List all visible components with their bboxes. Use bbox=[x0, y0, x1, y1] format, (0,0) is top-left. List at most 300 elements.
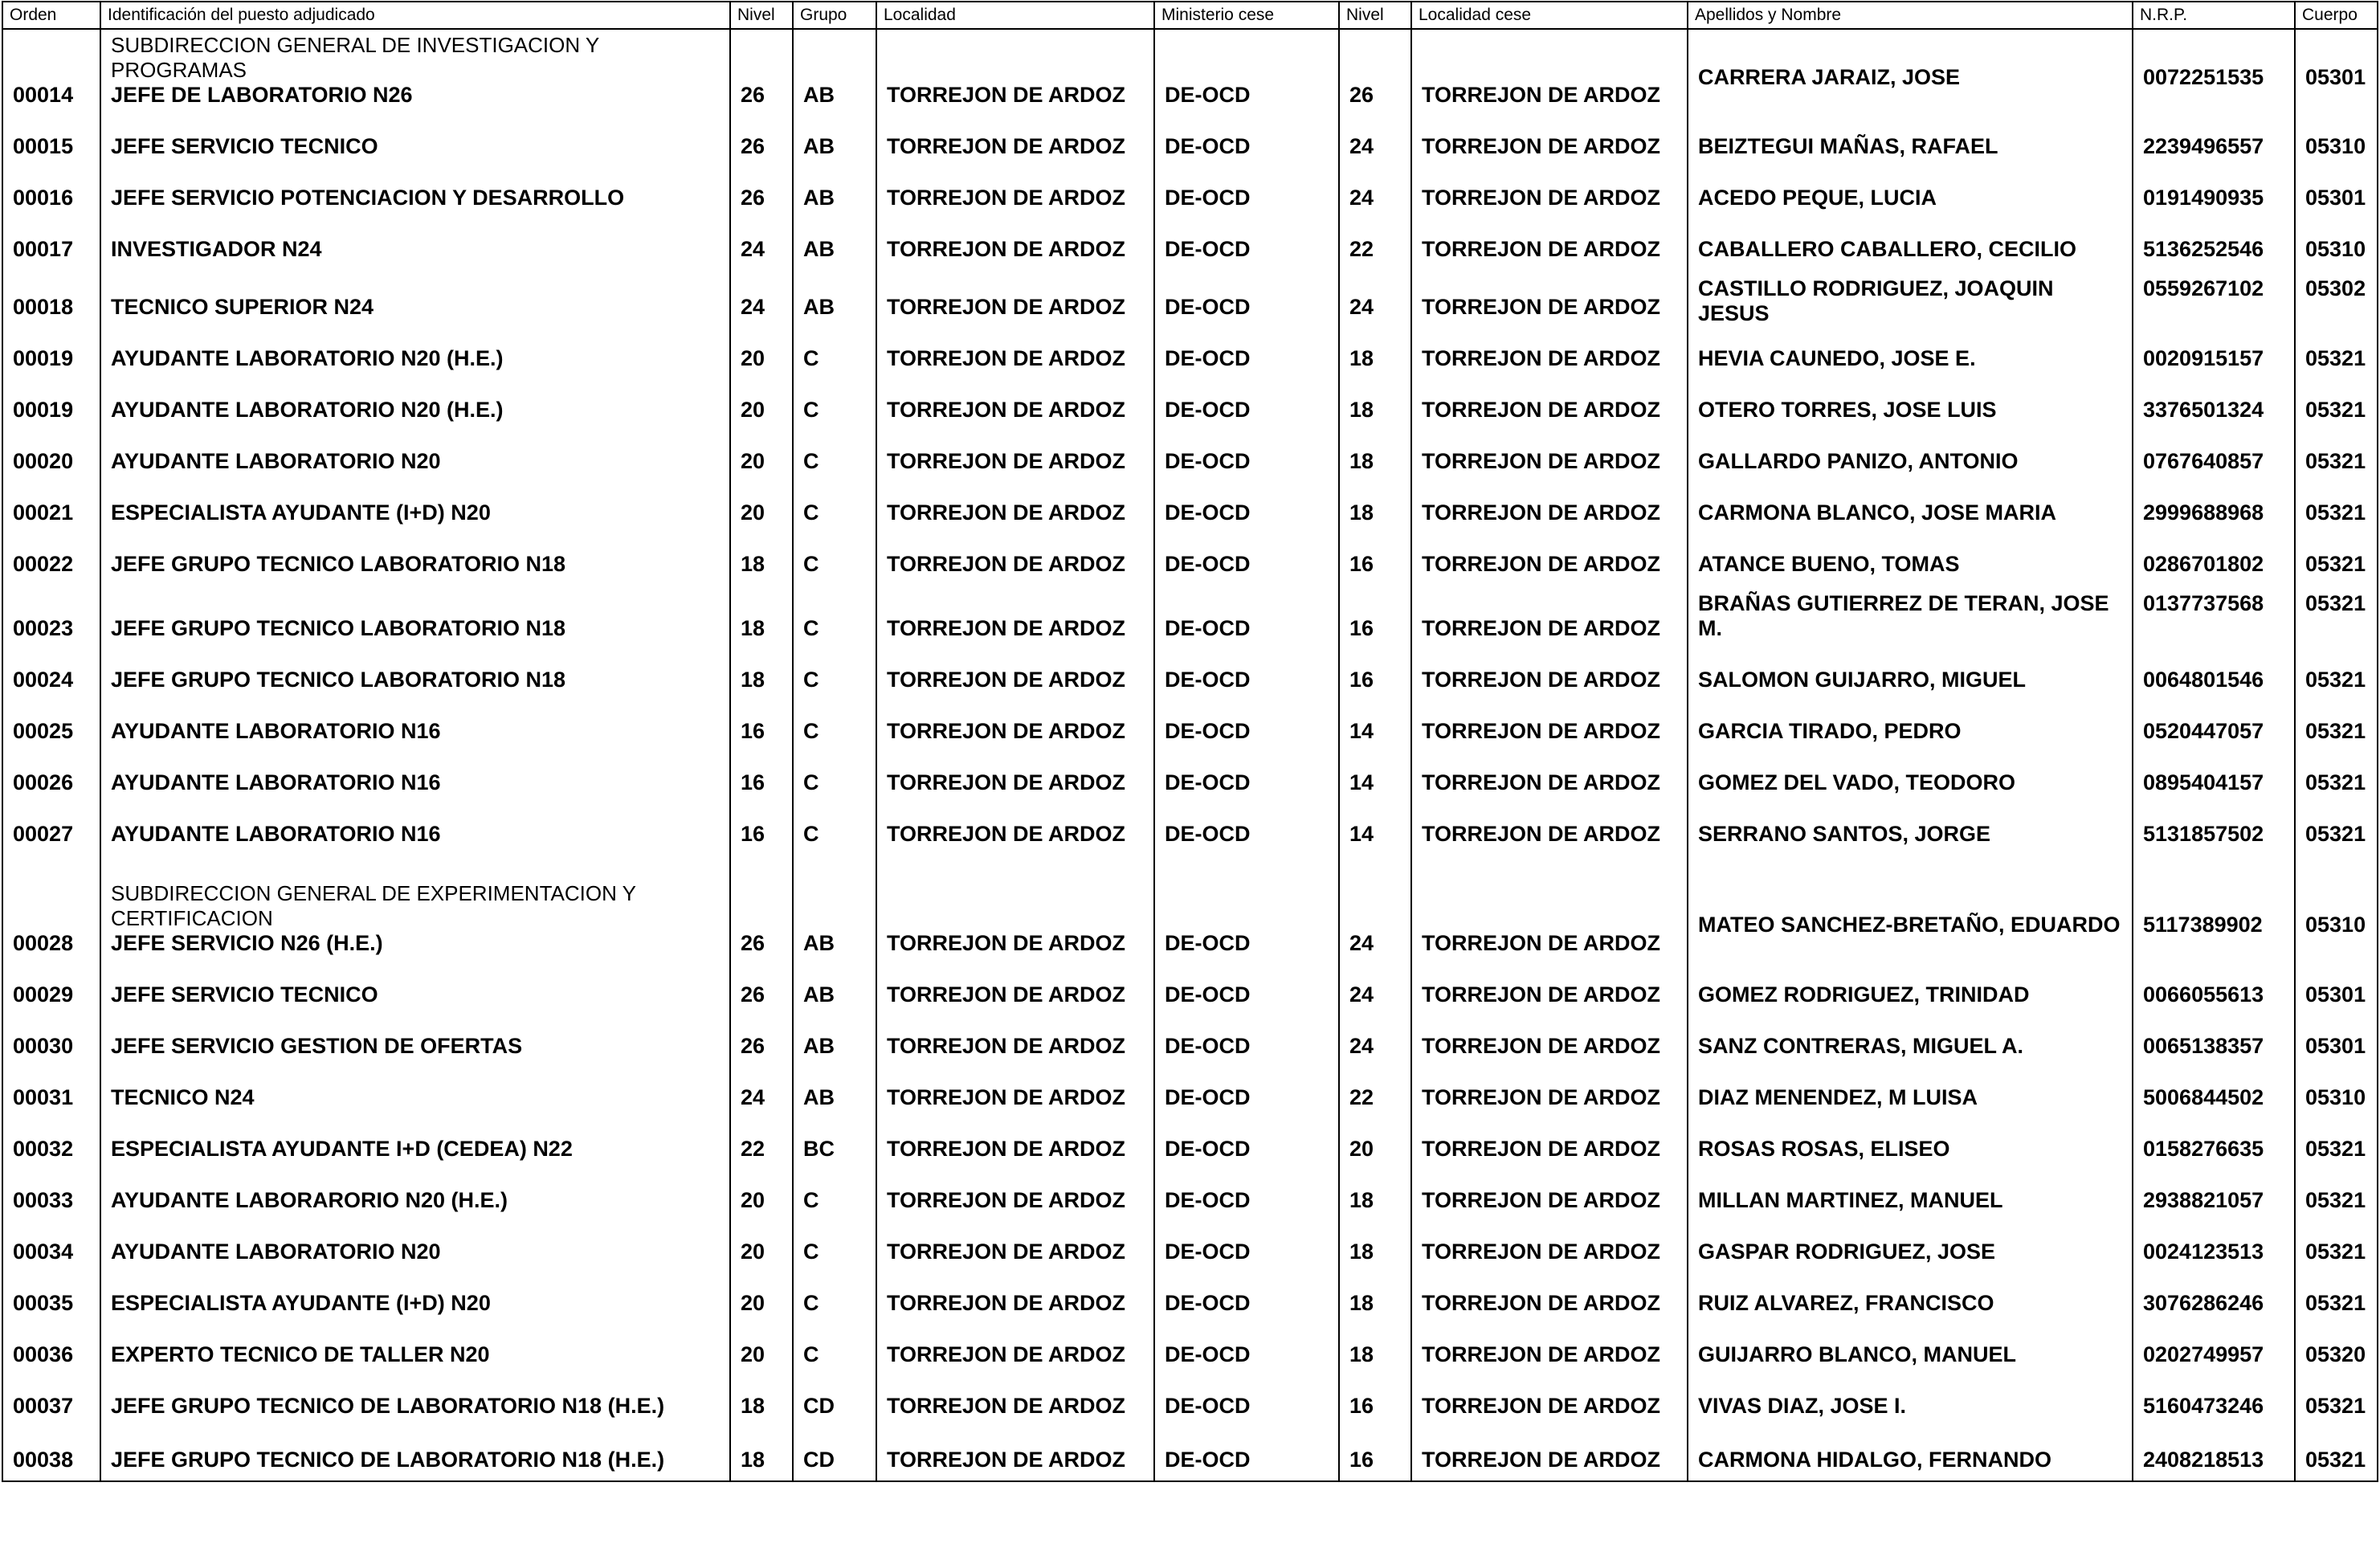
localidad-cese-cell: TORREJON DE ARDOZ bbox=[1411, 1170, 1688, 1221]
puesto-cell: AYUDANTE LABORATORIO N20 bbox=[100, 431, 730, 482]
document-sheet bbox=[2, 1, 2377, 1553]
nivel-cell: 18 bbox=[730, 585, 793, 649]
header-nrp: N.R.P. bbox=[2133, 2, 2295, 29]
cuerpo-cell: 05301 bbox=[2295, 964, 2378, 1015]
nombre-cell: CARRERA JARAIZ, JOSE bbox=[1688, 29, 2133, 116]
localidad-cese-cell: TORREJON DE ARDOZ bbox=[1411, 328, 1688, 379]
nivel-cese-cell: 22 bbox=[1339, 218, 1411, 270]
ministerio-cese-cell: DE-OCD bbox=[1154, 1375, 1339, 1427]
localidad-cese-cell: TORREJON DE ARDOZ bbox=[1411, 1118, 1688, 1170]
localidad-cell: TORREJON DE ARDOZ bbox=[876, 533, 1154, 585]
grupo-cell: AB bbox=[793, 270, 876, 328]
nrp-cell: 0137737568 bbox=[2133, 585, 2295, 649]
puesto-cell: AYUDANTE LABORATORIO N20 (H.E.) bbox=[100, 379, 730, 431]
orden-cell: 00038 bbox=[2, 1427, 100, 1481]
nivel-cell: 18 bbox=[730, 533, 793, 585]
header-nivel-cese: Nivel bbox=[1339, 2, 1411, 29]
localidad-cell: TORREJON DE ARDOZ bbox=[876, 218, 1154, 270]
table-row bbox=[2, 855, 2378, 964]
nrp-cell: 3376501324 bbox=[2133, 379, 2295, 431]
grupo-cell: C bbox=[793, 533, 876, 585]
header-localidad-cese: Localidad cese bbox=[1411, 2, 1688, 29]
puesto-cell: JEFE GRUPO TECNICO LABORATORIO N18 bbox=[100, 533, 730, 585]
nrp-cell: 0064801546 bbox=[2133, 649, 2295, 700]
nivel-cell: 20 bbox=[730, 1170, 793, 1221]
nombre-cell: BRAÑAS GUTIERREZ DE TERAN, JOSE M. bbox=[1688, 585, 2133, 649]
localidad-cell: TORREJON DE ARDOZ bbox=[876, 1427, 1154, 1481]
puesto-cell: JEFE GRUPO TECNICO LABORATORIO N18 bbox=[100, 649, 730, 700]
table-row bbox=[2, 1170, 2378, 1221]
cuerpo-cell: 05302 bbox=[2295, 270, 2378, 328]
nivel-cese-cell: 24 bbox=[1339, 116, 1411, 167]
nivel-cese-cell: 16 bbox=[1339, 1427, 1411, 1481]
section-heading: SUBDIRECCION GENERAL DE INVESTIGACION Y PROGRAMAS bbox=[111, 33, 599, 82]
orden-cell: 00031 bbox=[2, 1067, 100, 1118]
localidad-cell: TORREJON DE ARDOZ bbox=[876, 270, 1154, 328]
ministerio-cese-cell: DE-OCD bbox=[1154, 700, 1339, 752]
section-heading: SUBDIRECCION GENERAL DE EXPERIMENTACION Y CERTIFICACION bbox=[111, 881, 636, 930]
ministerio-cese-cell: DE-OCD bbox=[1154, 585, 1339, 649]
nrp-cell: 0158276635 bbox=[2133, 1118, 2295, 1170]
localidad-cese-cell: TORREJON DE ARDOZ bbox=[1411, 218, 1688, 270]
ministerio-cese-cell: DE-OCD bbox=[1154, 1118, 1339, 1170]
grupo-cell: C bbox=[793, 803, 876, 855]
nivel-cese-cell: 16 bbox=[1339, 649, 1411, 700]
nrp-cell: 2239496557 bbox=[2133, 116, 2295, 167]
nombre-cell: CABALLERO CABALLERO, CECILIO bbox=[1688, 218, 2133, 270]
cuerpo-cell: 05321 bbox=[2295, 585, 2378, 649]
cuerpo-cell: 05301 bbox=[2295, 1015, 2378, 1067]
puesto-cell: JEFE GRUPO TECNICO DE LABORATORIO N18 (H.E.) bbox=[100, 1375, 730, 1427]
nivel-cese-cell: 24 bbox=[1339, 855, 1411, 964]
nrp-cell: 0065138357 bbox=[2133, 1015, 2295, 1067]
localidad-cese-cell: TORREJON DE ARDOZ bbox=[1411, 752, 1688, 803]
grupo-cell: AB bbox=[793, 1067, 876, 1118]
nivel-cese-cell: 16 bbox=[1339, 533, 1411, 585]
nivel-cese-cell: 18 bbox=[1339, 482, 1411, 533]
orden-cell: 00014 bbox=[2, 29, 100, 116]
nivel-cell: 24 bbox=[730, 270, 793, 328]
orden-cell: 00017 bbox=[2, 218, 100, 270]
orden-cell: 00030 bbox=[2, 1015, 100, 1067]
ministerio-cese-cell: DE-OCD bbox=[1154, 1221, 1339, 1272]
puesto-cell: AYUDANTE LABORARORIO N20 (H.E.) bbox=[100, 1170, 730, 1221]
ministerio-cese-cell: DE-OCD bbox=[1154, 1272, 1339, 1324]
table-row bbox=[2, 328, 2378, 379]
adjudication-table bbox=[2, 1, 2378, 1482]
nombre-cell: HEVIA CAUNEDO, JOSE E. bbox=[1688, 328, 2133, 379]
table-row bbox=[2, 1118, 2378, 1170]
localidad-cell: TORREJON DE ARDOZ bbox=[876, 964, 1154, 1015]
nivel-cese-cell: 16 bbox=[1339, 585, 1411, 649]
localidad-cell: TORREJON DE ARDOZ bbox=[876, 700, 1154, 752]
ministerio-cese-cell: DE-OCD bbox=[1154, 328, 1339, 379]
nivel-cell: 26 bbox=[730, 167, 793, 218]
grupo-cell: AB bbox=[793, 167, 876, 218]
grupo-cell: C bbox=[793, 379, 876, 431]
cuerpo-cell: 05321 bbox=[2295, 752, 2378, 803]
cuerpo-cell: 05321 bbox=[2295, 1427, 2378, 1481]
localidad-cell: TORREJON DE ARDOZ bbox=[876, 1221, 1154, 1272]
localidad-cell: TORREJON DE ARDOZ bbox=[876, 116, 1154, 167]
cuerpo-cell: 05310 bbox=[2295, 218, 2378, 270]
table-row bbox=[2, 803, 2378, 855]
cuerpo-cell: 05321 bbox=[2295, 649, 2378, 700]
grupo-cell: AB bbox=[793, 1015, 876, 1067]
ministerio-cese-cell: DE-OCD bbox=[1154, 752, 1339, 803]
localidad-cell: TORREJON DE ARDOZ bbox=[876, 431, 1154, 482]
header-grupo: Grupo bbox=[793, 2, 876, 29]
nivel-cell: 24 bbox=[730, 1067, 793, 1118]
nivel-cese-cell: 14 bbox=[1339, 752, 1411, 803]
table-body bbox=[2, 29, 2378, 1481]
nivel-cell: 16 bbox=[730, 803, 793, 855]
table-row bbox=[2, 1427, 2378, 1481]
orden-cell: 00027 bbox=[2, 803, 100, 855]
nivel-cell: 20 bbox=[730, 431, 793, 482]
nombre-cell: BEIZTEGUI MAÑAS, RAFAEL bbox=[1688, 116, 2133, 167]
cuerpo-cell: 05310 bbox=[2295, 116, 2378, 167]
table-row bbox=[2, 964, 2378, 1015]
cuerpo-cell: 05301 bbox=[2295, 167, 2378, 218]
grupo-cell: AB bbox=[793, 218, 876, 270]
nrp-cell: 5117389902 bbox=[2133, 855, 2295, 964]
localidad-cell: TORREJON DE ARDOZ bbox=[876, 649, 1154, 700]
nivel-cell: 18 bbox=[730, 1427, 793, 1481]
ministerio-cese-cell: DE-OCD bbox=[1154, 270, 1339, 328]
orden-cell: 00021 bbox=[2, 482, 100, 533]
header-ministerio-cese: Ministerio cese bbox=[1154, 2, 1339, 29]
puesto-cell: JEFE SERVICIO GESTION DE OFERTAS bbox=[100, 1015, 730, 1067]
cuerpo-cell: 05321 bbox=[2295, 533, 2378, 585]
ministerio-cese-cell: DE-OCD bbox=[1154, 431, 1339, 482]
nrp-cell: 3076286246 bbox=[2133, 1272, 2295, 1324]
nivel-cese-cell: 18 bbox=[1339, 1272, 1411, 1324]
ministerio-cese-cell: DE-OCD bbox=[1154, 1067, 1339, 1118]
nrp-cell: 0020915157 bbox=[2133, 328, 2295, 379]
nivel-cese-cell: 26 bbox=[1339, 29, 1411, 116]
cuerpo-cell: 05321 bbox=[2295, 431, 2378, 482]
localidad-cell: TORREJON DE ARDOZ bbox=[876, 855, 1154, 964]
orden-cell: 00019 bbox=[2, 328, 100, 379]
nivel-cell: 18 bbox=[730, 1375, 793, 1427]
localidad-cese-cell: TORREJON DE ARDOZ bbox=[1411, 379, 1688, 431]
nivel-cese-cell: 14 bbox=[1339, 803, 1411, 855]
ministerio-cese-cell: DE-OCD bbox=[1154, 1324, 1339, 1375]
localidad-cell: TORREJON DE ARDOZ bbox=[876, 1118, 1154, 1170]
nivel-cell: 20 bbox=[730, 379, 793, 431]
localidad-cese-cell: TORREJON DE ARDOZ bbox=[1411, 1221, 1688, 1272]
table-row bbox=[2, 1324, 2378, 1375]
cuerpo-cell: 05321 bbox=[2295, 1118, 2378, 1170]
ministerio-cese-cell: DE-OCD bbox=[1154, 379, 1339, 431]
grupo-cell: C bbox=[793, 752, 876, 803]
localidad-cese-cell: TORREJON DE ARDOZ bbox=[1411, 533, 1688, 585]
nombre-cell: MILLAN MARTINEZ, MANUEL bbox=[1688, 1170, 2133, 1221]
table-row bbox=[2, 649, 2378, 700]
ministerio-cese-cell: DE-OCD bbox=[1154, 803, 1339, 855]
localidad-cell: TORREJON DE ARDOZ bbox=[876, 1170, 1154, 1221]
puesto-cell: AYUDANTE LABORATORIO N20 (H.E.) bbox=[100, 328, 730, 379]
nrp-cell: 0767640857 bbox=[2133, 431, 2295, 482]
ministerio-cese-cell: DE-OCD bbox=[1154, 482, 1339, 533]
table-row bbox=[2, 1272, 2378, 1324]
nrp-cell: 2938821057 bbox=[2133, 1170, 2295, 1221]
localidad-cese-cell: TORREJON DE ARDOZ bbox=[1411, 431, 1688, 482]
nrp-cell: 2999688968 bbox=[2133, 482, 2295, 533]
ministerio-cese-cell: DE-OCD bbox=[1154, 116, 1339, 167]
table-row bbox=[2, 270, 2378, 328]
cuerpo-cell: 05301 bbox=[2295, 29, 2378, 116]
localidad-cell: TORREJON DE ARDOZ bbox=[876, 482, 1154, 533]
nivel-cese-cell: 18 bbox=[1339, 328, 1411, 379]
puesto-cell: ESPECIALISTA AYUDANTE (I+D) N20 bbox=[100, 1272, 730, 1324]
nivel-cell: 20 bbox=[730, 1221, 793, 1272]
nombre-cell: ATANCE BUENO, TOMAS bbox=[1688, 533, 2133, 585]
localidad-cell: TORREJON DE ARDOZ bbox=[876, 1015, 1154, 1067]
grupo-cell: AB bbox=[793, 964, 876, 1015]
nrp-cell: 5160473246 bbox=[2133, 1375, 2295, 1427]
cuerpo-cell: 05321 bbox=[2295, 328, 2378, 379]
table-row bbox=[2, 1015, 2378, 1067]
nrp-cell: 0895404157 bbox=[2133, 752, 2295, 803]
localidad-cell: TORREJON DE ARDOZ bbox=[876, 328, 1154, 379]
nrp-cell: 5131857502 bbox=[2133, 803, 2295, 855]
orden-cell: 00019 bbox=[2, 379, 100, 431]
localidad-cell: TORREJON DE ARDOZ bbox=[876, 167, 1154, 218]
nombre-cell: DIAZ MENENDEZ, M LUISA bbox=[1688, 1067, 2133, 1118]
nivel-cell: 22 bbox=[730, 1118, 793, 1170]
nivel-cell: 20 bbox=[730, 328, 793, 379]
cuerpo-cell: 05321 bbox=[2295, 1272, 2378, 1324]
nombre-cell: GOMEZ DEL VADO, TEODORO bbox=[1688, 752, 2133, 803]
nombre-cell: SERRANO SANTOS, JORGE bbox=[1688, 803, 2133, 855]
grupo-cell: AB bbox=[793, 29, 876, 116]
table-row bbox=[2, 533, 2378, 585]
orden-cell: 00028 bbox=[2, 855, 100, 964]
ministerio-cese-cell: DE-OCD bbox=[1154, 218, 1339, 270]
nivel-cell: 18 bbox=[730, 649, 793, 700]
cuerpo-cell: 05310 bbox=[2295, 1067, 2378, 1118]
cuerpo-cell: 05321 bbox=[2295, 1375, 2378, 1427]
puesto-cell: INVESTIGADOR N24 bbox=[100, 218, 730, 270]
ministerio-cese-cell: DE-OCD bbox=[1154, 29, 1339, 116]
nivel-cell: 24 bbox=[730, 218, 793, 270]
puesto-cell: AYUDANTE LABORATORIO N20 bbox=[100, 1221, 730, 1272]
localidad-cell: TORREJON DE ARDOZ bbox=[876, 1067, 1154, 1118]
orden-cell: 00033 bbox=[2, 1170, 100, 1221]
puesto-cell: AYUDANTE LABORATORIO N16 bbox=[100, 752, 730, 803]
grupo-cell: C bbox=[793, 585, 876, 649]
cuerpo-cell: 05321 bbox=[2295, 803, 2378, 855]
nombre-cell: VIVAS DIAZ, JOSE I. bbox=[1688, 1375, 2133, 1427]
nombre-cell: MATEO SANCHEZ-BRETAÑO, EDUARDO bbox=[1688, 855, 2133, 964]
nivel-cese-cell: 18 bbox=[1339, 1324, 1411, 1375]
puesto-cell: JEFE SERVICIO TECNICO bbox=[100, 964, 730, 1015]
nrp-cell: 0286701802 bbox=[2133, 533, 2295, 585]
nivel-cese-cell: 24 bbox=[1339, 270, 1411, 328]
cuerpo-cell: 05321 bbox=[2295, 1221, 2378, 1272]
localidad-cese-cell: TORREJON DE ARDOZ bbox=[1411, 964, 1688, 1015]
localidad-cell: TORREJON DE ARDOZ bbox=[876, 1324, 1154, 1375]
nivel-cell: 20 bbox=[730, 1324, 793, 1375]
table-row bbox=[2, 116, 2378, 167]
puesto-cell: JEFE GRUPO TECNICO DE LABORATORIO N18 (H.E.) bbox=[100, 1427, 730, 1481]
header-cuerpo: Cuerpo bbox=[2295, 2, 2378, 29]
orden-cell: 00034 bbox=[2, 1221, 100, 1272]
orden-cell: 00037 bbox=[2, 1375, 100, 1427]
localidad-cell: TORREJON DE ARDOZ bbox=[876, 1272, 1154, 1324]
orden-cell: 00035 bbox=[2, 1272, 100, 1324]
localidad-cese-cell: TORREJON DE ARDOZ bbox=[1411, 700, 1688, 752]
localidad-cese-cell: TORREJON DE ARDOZ bbox=[1411, 1015, 1688, 1067]
nivel-cese-cell: 18 bbox=[1339, 379, 1411, 431]
localidad-cese-cell: TORREJON DE ARDOZ bbox=[1411, 1375, 1688, 1427]
orden-cell: 00016 bbox=[2, 167, 100, 218]
nombre-cell: GOMEZ RODRIGUEZ, TRINIDAD bbox=[1688, 964, 2133, 1015]
grupo-cell: C bbox=[793, 1324, 876, 1375]
header-localidad: Localidad bbox=[876, 2, 1154, 29]
puesto-cell: JEFE GRUPO TECNICO LABORATORIO N18 bbox=[100, 585, 730, 649]
nrp-cell: 0066055613 bbox=[2133, 964, 2295, 1015]
ministerio-cese-cell: DE-OCD bbox=[1154, 649, 1339, 700]
ministerio-cese-cell: DE-OCD bbox=[1154, 855, 1339, 964]
localidad-cell: TORREJON DE ARDOZ bbox=[876, 29, 1154, 116]
orden-cell: 00020 bbox=[2, 431, 100, 482]
table-row bbox=[2, 379, 2378, 431]
localidad-cell: TORREJON DE ARDOZ bbox=[876, 379, 1154, 431]
grupo-cell: C bbox=[793, 431, 876, 482]
nivel-cell: 26 bbox=[730, 29, 793, 116]
orden-cell: 00029 bbox=[2, 964, 100, 1015]
nrp-cell: 0072251535 bbox=[2133, 29, 2295, 116]
nivel-cell: 16 bbox=[730, 752, 793, 803]
ministerio-cese-cell: DE-OCD bbox=[1154, 964, 1339, 1015]
nivel-cell: 20 bbox=[730, 482, 793, 533]
localidad-cese-cell: TORREJON DE ARDOZ bbox=[1411, 29, 1688, 116]
orden-cell: 00015 bbox=[2, 116, 100, 167]
header-nivel: Nivel bbox=[730, 2, 793, 29]
header-orden: Orden bbox=[2, 2, 100, 29]
ministerio-cese-cell: DE-OCD bbox=[1154, 1015, 1339, 1067]
orden-cell: 00036 bbox=[2, 1324, 100, 1375]
puesto-cell bbox=[100, 855, 730, 964]
nombre-cell: CASTILLO RODRIGUEZ, JOAQUIN JESUS bbox=[1688, 270, 2133, 328]
puesto-cell: JEFE SERVICIO TECNICO bbox=[100, 116, 730, 167]
nombre-cell: ACEDO PEQUE, LUCIA bbox=[1688, 167, 2133, 218]
localidad-cese-cell: TORREJON DE ARDOZ bbox=[1411, 855, 1688, 964]
nivel-cell: 26 bbox=[730, 855, 793, 964]
table-row bbox=[2, 431, 2378, 482]
localidad-cese-cell: TORREJON DE ARDOZ bbox=[1411, 1427, 1688, 1481]
ministerio-cese-cell: DE-OCD bbox=[1154, 533, 1339, 585]
localidad-cese-cell: TORREJON DE ARDOZ bbox=[1411, 649, 1688, 700]
nivel-cese-cell: 18 bbox=[1339, 431, 1411, 482]
table-row bbox=[2, 1375, 2378, 1427]
nivel-cese-cell: 24 bbox=[1339, 167, 1411, 218]
table-row bbox=[2, 218, 2378, 270]
puesto-cell: AYUDANTE LABORATORIO N16 bbox=[100, 700, 730, 752]
nombre-cell: CARMONA BLANCO, JOSE MARIA bbox=[1688, 482, 2133, 533]
ministerio-cese-cell: DE-OCD bbox=[1154, 1170, 1339, 1221]
grupo-cell: AB bbox=[793, 855, 876, 964]
nivel-cell: 26 bbox=[730, 1015, 793, 1067]
nrp-cell: 5136252546 bbox=[2133, 218, 2295, 270]
nivel-cese-cell: 18 bbox=[1339, 1221, 1411, 1272]
cuerpo-cell: 05321 bbox=[2295, 482, 2378, 533]
nivel-cell: 16 bbox=[730, 700, 793, 752]
cuerpo-cell: 05310 bbox=[2295, 855, 2378, 964]
orden-cell: 00024 bbox=[2, 649, 100, 700]
nombre-cell: ROSAS ROSAS, ELISEO bbox=[1688, 1118, 2133, 1170]
localidad-cell: TORREJON DE ARDOZ bbox=[876, 585, 1154, 649]
localidad-cese-cell: TORREJON DE ARDOZ bbox=[1411, 270, 1688, 328]
nivel-cese-cell: 20 bbox=[1339, 1118, 1411, 1170]
nivel-cell: 26 bbox=[730, 964, 793, 1015]
nivel-cese-cell: 24 bbox=[1339, 1015, 1411, 1067]
localidad-cese-cell: TORREJON DE ARDOZ bbox=[1411, 482, 1688, 533]
table-row bbox=[2, 700, 2378, 752]
localidad-cese-cell: TORREJON DE ARDOZ bbox=[1411, 167, 1688, 218]
nivel-cese-cell: 16 bbox=[1339, 1375, 1411, 1427]
puesto-label: JEFE DE LABORATORIO N26 bbox=[111, 83, 413, 107]
header-nombre: Apellidos y Nombre bbox=[1688, 2, 2133, 29]
nombre-cell: CARMONA HIDALGO, FERNANDO bbox=[1688, 1427, 2133, 1481]
table-row bbox=[2, 482, 2378, 533]
nombre-cell: SANZ CONTRERAS, MIGUEL A. bbox=[1688, 1015, 2133, 1067]
table-row bbox=[2, 1067, 2378, 1118]
nombre-cell: GALLARDO PANIZO, ANTONIO bbox=[1688, 431, 2133, 482]
orden-cell: 00018 bbox=[2, 270, 100, 328]
header-puesto: Identificación del puesto adjudicado bbox=[100, 2, 730, 29]
nrp-cell: 0520447057 bbox=[2133, 700, 2295, 752]
nombre-cell: RUIZ ALVAREZ, FRANCISCO bbox=[1688, 1272, 2133, 1324]
nivel-cese-cell: 14 bbox=[1339, 700, 1411, 752]
localidad-cell: TORREJON DE ARDOZ bbox=[876, 752, 1154, 803]
grupo-cell: CD bbox=[793, 1427, 876, 1481]
orden-cell: 00026 bbox=[2, 752, 100, 803]
localidad-cese-cell: TORREJON DE ARDOZ bbox=[1411, 1272, 1688, 1324]
table-row bbox=[2, 752, 2378, 803]
localidad-cese-cell: TORREJON DE ARDOZ bbox=[1411, 585, 1688, 649]
nrp-cell: 5006844502 bbox=[2133, 1067, 2295, 1118]
nombre-cell: GARCIA TIRADO, PEDRO bbox=[1688, 700, 2133, 752]
nombre-cell: OTERO TORRES, JOSE LUIS bbox=[1688, 379, 2133, 431]
table-row bbox=[2, 1221, 2378, 1272]
grupo-cell: C bbox=[793, 649, 876, 700]
nombre-cell: GUIJARRO BLANCO, MANUEL bbox=[1688, 1324, 2133, 1375]
puesto-cell: ESPECIALISTA AYUDANTE I+D (CEDEA) N22 bbox=[100, 1118, 730, 1170]
nrp-cell: 2408218513 bbox=[2133, 1427, 2295, 1481]
grupo-cell: C bbox=[793, 1221, 876, 1272]
nivel-cell: 26 bbox=[730, 116, 793, 167]
localidad-cell: TORREJON DE ARDOZ bbox=[876, 1375, 1154, 1427]
grupo-cell: C bbox=[793, 1272, 876, 1324]
orden-cell: 00032 bbox=[2, 1118, 100, 1170]
table-row bbox=[2, 29, 2378, 116]
nivel-cese-cell: 24 bbox=[1339, 964, 1411, 1015]
ministerio-cese-cell: DE-OCD bbox=[1154, 1427, 1339, 1481]
grupo-cell: C bbox=[793, 1170, 876, 1221]
localidad-cese-cell: TORREJON DE ARDOZ bbox=[1411, 1324, 1688, 1375]
puesto-cell: ESPECIALISTA AYUDANTE (I+D) N20 bbox=[100, 482, 730, 533]
puesto-cell bbox=[100, 29, 730, 116]
nrp-cell: 0202749957 bbox=[2133, 1324, 2295, 1375]
grupo-cell: C bbox=[793, 328, 876, 379]
table-row bbox=[2, 585, 2378, 649]
grupo-cell: BC bbox=[793, 1118, 876, 1170]
puesto-cell: TECNICO N24 bbox=[100, 1067, 730, 1118]
